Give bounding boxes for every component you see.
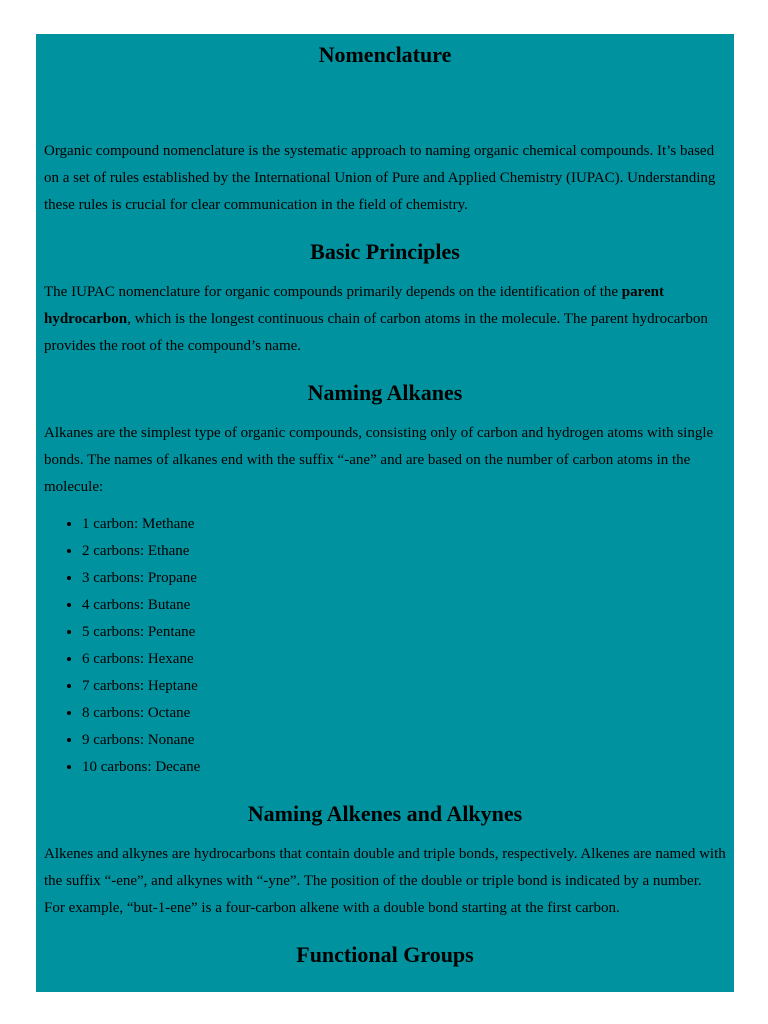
functional-groups-heading: Functional Groups xyxy=(296,942,474,967)
list-item: • 1 carbon: Methane xyxy=(82,511,726,538)
naming-alkenes-heading: Naming Alkenes and Alkynes xyxy=(247,801,523,826)
basic-text-after: , which is the longest continuous chain of carbon atoms in the molecule. The parent hydrocarbon provides the root of the compound’s name. xyxy=(44,311,708,354)
naming-alkenes-paragraph: Alkenes and alkynes are hydrocarbons that contain double and triple bonds, respectively. Alkenes are named with the suffix “-ene”, and alkynes with “-yne”. The position of the double or triple bond is indicated by a number. For example, “but-1-ene” is a four-carbon alkene with a double bond starting at the first carbon. xyxy=(44,846,726,916)
list-item: • 10 carbons: Decane xyxy=(82,754,726,781)
naming-alkanes-heading: Naming Alkanes xyxy=(307,380,463,405)
list-item: • 9 carbons: Nonane xyxy=(82,727,726,754)
parent-hydrocarbon-term: parent hydrocarbon xyxy=(44,284,665,327)
list-item: • 7 carbons: Heptane xyxy=(82,673,726,700)
list-item: • 3 carbons: Propane xyxy=(82,565,726,592)
page-title: Nomenclature xyxy=(318,42,452,67)
basic-text-before: The IUPAC nomenclature for organic compounds primarily depends on the identification of the xyxy=(44,284,622,300)
list-item: • 6 carbons: Hexane xyxy=(82,646,726,673)
list-item: • 4 carbons: Butane xyxy=(82,592,726,619)
list-item: • 8 carbons: Octane xyxy=(82,700,726,727)
document-page xyxy=(36,34,734,992)
basic-principles-paragraph xyxy=(44,279,726,360)
basic-principles-heading: Basic Principles xyxy=(310,239,460,264)
intro-paragraph: Organic compound nomenclature is the systematic approach to naming organic chemical compounds. It’s based on a set of rules established by the International Union of Pure and Applied Chemistry (IUPAC). Understanding these rules is crucial for clear communication in the field of chemistry. xyxy=(44,143,716,213)
list-item: • 2 carbons: Ethane xyxy=(82,538,726,565)
list-item: • 5 carbons: Pentane xyxy=(82,619,726,646)
alkane-list xyxy=(44,511,726,781)
naming-alkanes-paragraph: Alkanes are the simplest type of organic compounds, consisting only of carbon and hydrogen atoms with single bonds. The names of alkanes end with the suffix “-ane” and are based on the number of carbon atoms in the molecule: xyxy=(44,425,714,495)
